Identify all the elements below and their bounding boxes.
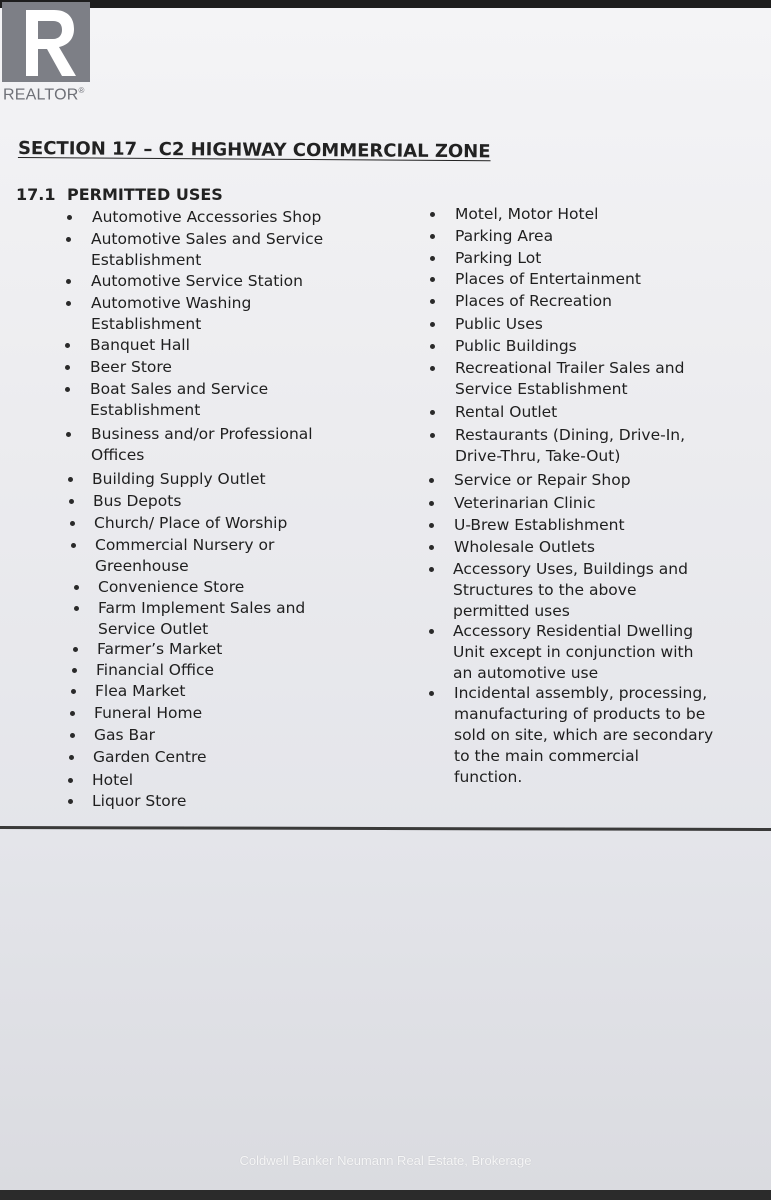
permitted-use-item: Establishment — [91, 251, 202, 269]
bullet-icon — [430, 212, 435, 217]
bullet-icon — [430, 299, 435, 304]
bullet-icon — [65, 387, 70, 392]
bullet-icon — [68, 778, 73, 783]
permitted-use-item: Structures to the above — [453, 581, 637, 599]
bullet-icon — [72, 668, 77, 673]
permitted-use-item: function. — [454, 768, 523, 786]
bullet-icon — [71, 543, 76, 548]
permitted-use-item: Wholesale Outlets — [454, 538, 595, 556]
permitted-use-item: to the main commercial — [454, 747, 639, 765]
bullet-icon — [430, 410, 435, 415]
bullet-icon — [66, 237, 71, 242]
permitted-use-item: Places of Entertainment — [455, 270, 641, 288]
bullet-icon — [430, 277, 435, 282]
bullet-icon — [429, 629, 434, 634]
bullet-icon — [70, 711, 75, 716]
bullet-icon — [430, 322, 435, 327]
bullet-icon — [69, 755, 74, 760]
permitted-use-item: permitted uses — [453, 602, 570, 620]
permitted-use-item: Automotive Accessories Shop — [92, 208, 322, 226]
permitted-use-item: Accessory Uses, Buildings and — [453, 560, 688, 578]
photo-bottom-edge — [0, 1190, 771, 1200]
permitted-use-item: Liquor Store — [92, 792, 187, 810]
bullet-icon — [68, 799, 73, 804]
bullet-icon — [66, 279, 71, 284]
bullet-icon — [65, 343, 70, 348]
permitted-use-item: Automotive Sales and Service — [91, 230, 324, 248]
subsection-heading — [16, 185, 223, 204]
permitted-use-item: Hotel — [92, 771, 134, 789]
bullet-icon — [430, 344, 435, 349]
permitted-use-item: Bus Depots — [93, 492, 182, 510]
bullet-icon — [66, 301, 71, 306]
permitted-use-item: Farmer’s Market — [97, 640, 223, 658]
bullet-icon — [71, 689, 76, 694]
bullet-icon — [430, 234, 435, 239]
permitted-use-item: Rental Outlet — [455, 403, 558, 421]
permitted-use-item: Financial Office — [96, 661, 215, 679]
permitted-use-item: Public Buildings — [455, 337, 577, 355]
bullet-icon — [70, 521, 75, 526]
permitted-use-item: Convenience Store — [98, 578, 245, 596]
permitted-use-item: Automotive Service Station — [91, 272, 303, 290]
subsection-number: 17.1 — [16, 185, 56, 204]
permitted-use-item: U-Brew Establishment — [454, 516, 625, 534]
permitted-use-item: Recreational Trailer Sales and — [455, 359, 685, 377]
bullet-icon — [429, 478, 434, 483]
permitted-use-item: Service or Repair Shop — [454, 471, 631, 489]
permitted-use-item: Banquet Hall — [90, 336, 190, 354]
permitted-use-item: an automotive use — [453, 664, 599, 682]
bullet-icon — [69, 499, 74, 504]
permitted-use-item: Parking Lot — [455, 249, 542, 267]
bullet-icon — [429, 545, 434, 550]
bullet-icon — [74, 606, 79, 611]
permitted-use-item: Automotive Washing — [91, 294, 252, 312]
section-title: SECTION 17 – C2 HIGHWAY COMMERCIAL ZONE — [17, 138, 491, 163]
bullet-icon — [65, 365, 70, 370]
permitted-use-item: Offices — [91, 446, 145, 464]
permitted-use-item: Gas Bar — [94, 726, 156, 744]
bullet-icon — [430, 433, 435, 438]
bullet-icon — [70, 733, 75, 738]
bullet-icon — [430, 366, 435, 371]
permitted-use-item: sold on site, which are secondary — [454, 726, 714, 744]
permitted-use-item: Service Establishment — [455, 380, 628, 398]
permitted-use-item: Business and/or Professional — [91, 425, 313, 443]
permitted-use-item: Accessory Residential Dwelling — [453, 622, 694, 640]
permitted-use-item: Unit except in conjunction with — [453, 643, 694, 661]
bullet-icon — [429, 523, 434, 528]
permitted-use-item: Farm Implement Sales and — [98, 599, 306, 617]
bullet-icon — [68, 477, 73, 482]
permitted-use-item: Beer Store — [90, 358, 172, 376]
permitted-use-item: Flea Market — [95, 682, 186, 700]
bullet-icon — [429, 567, 434, 572]
permitted-use-item: Funeral Home — [94, 704, 203, 722]
realtor-wordmark: REALTOR® — [3, 86, 85, 104]
bullet-icon — [74, 585, 79, 590]
realtor-r-icon — [2, 2, 90, 82]
permitted-use-item: Church/ Place of Worship — [94, 514, 288, 532]
permitted-use-item: Incidental assembly, processing, — [454, 684, 708, 702]
bullet-icon — [66, 432, 71, 437]
permitted-use-item: Restaurants (Dining, Drive-In, — [455, 426, 686, 444]
permitted-use-item: Garden Centre — [93, 748, 207, 766]
permitted-use-item: manufacturing of products to be — [454, 705, 706, 723]
permitted-use-item: Boat Sales and Service — [90, 380, 269, 398]
permitted-use-item: Establishment — [90, 401, 201, 419]
permitted-use-item: Greenhouse — [95, 557, 189, 575]
subsection-title: PERMITTED USES — [67, 185, 223, 204]
brokerage-watermark: Coldwell Banker Neumann Real Estate, Brokerage — [239, 1153, 532, 1168]
photo-top-edge — [0, 0, 771, 8]
permitted-use-item: Places of Recreation — [455, 292, 612, 310]
permitted-use-item: Veterinarian Clinic — [454, 494, 596, 512]
permitted-use-item: Drive-Thru, Take-Out) — [455, 447, 621, 465]
permitted-use-item: Service Outlet — [98, 620, 209, 638]
realtor-logo — [0, 0, 92, 108]
bullet-icon — [429, 691, 434, 696]
permitted-use-item: Public Uses — [455, 315, 543, 333]
permitted-use-item: Building Supply Outlet — [92, 470, 266, 488]
bullet-icon — [430, 256, 435, 261]
permitted-use-item: Motel, Motor Hotel — [455, 205, 599, 223]
permitted-use-item: Parking Area — [455, 227, 554, 245]
bullet-icon — [73, 647, 78, 652]
permitted-use-item: Commercial Nursery or — [95, 536, 275, 554]
bullet-icon — [67, 215, 72, 220]
bullet-icon — [429, 501, 434, 506]
permitted-use-item: Establishment — [91, 315, 202, 333]
